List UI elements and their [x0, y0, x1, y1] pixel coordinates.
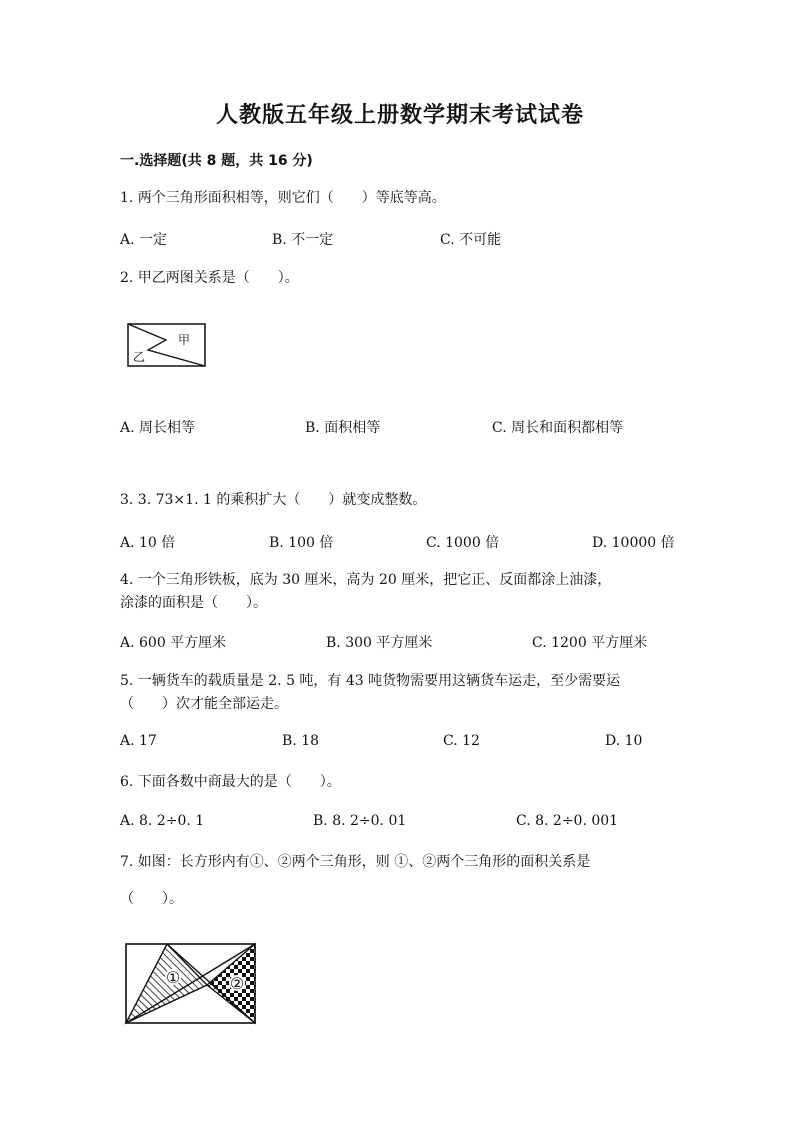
question-3-option-d[interactable]: D. 10000 倍	[592, 535, 675, 551]
page-title: 人教版五年级上册数学期末考试试卷	[215, 103, 584, 128]
question-3-option-a[interactable]: A. 10 倍	[120, 535, 176, 551]
question-1-option-c[interactable]: C. 不可能	[440, 232, 502, 248]
question-7-text-line-1: 7. 如图：长方形内有①、②两个三角形，则 ①、②两个三角形的面积关系是	[120, 854, 591, 870]
question-6-text: 6. 下面各数中商最大的是（ ）。	[120, 774, 341, 790]
question-3-option-b[interactable]: B. 100 倍	[269, 535, 334, 551]
label-jia: 甲	[178, 333, 191, 347]
question-2-option-c[interactable]: C. 周长和面积都相等	[492, 420, 624, 436]
question-4-option-c[interactable]: C. 1200 平方厘米	[532, 635, 648, 651]
question-6-option-a[interactable]: A. 8. 2÷0. 1	[120, 813, 205, 829]
section-heading: 一.选择题(共 8 题，共 16 分)	[120, 153, 313, 169]
question-3-text: 3. 3. 73×1. 1 的乘积扩大（ ）就变成整数。	[120, 492, 427, 508]
triangle-1-label: ①	[165, 968, 181, 987]
question-4-text-line-1: 4. 一个三角形铁板，底为 30 厘米，高为 20 厘米，把它正、反面都涂上油漆，	[120, 572, 612, 588]
question-2-option-a[interactable]: A. 周长相等	[120, 420, 196, 436]
question-5-option-c[interactable]: C. 12	[443, 733, 480, 749]
question-6-option-b[interactable]: B. 8. 2÷0. 01	[313, 813, 407, 829]
question-4-text-line-2: 涂漆的面积是（ ）。	[120, 595, 267, 611]
question-2-figure	[126, 322, 208, 370]
question-5-option-a[interactable]: A. 17	[120, 733, 157, 749]
question-4-option-b[interactable]: B. 300 平方厘米	[326, 635, 433, 651]
question-2-text: 2. 甲乙两图关系是（ ）。	[120, 270, 299, 286]
question-4-option-a[interactable]: A. 600 平方厘米	[120, 635, 227, 651]
question-1-text: 1. 两个三角形面积相等，则它们（ ）等底等高。	[120, 190, 446, 206]
question-1-option-b[interactable]: B. 不一定	[272, 232, 334, 248]
triangle-2-label: ②	[229, 974, 245, 993]
question-5-option-d[interactable]: D. 10	[605, 733, 643, 749]
question-5-option-b[interactable]: B. 18	[282, 733, 320, 749]
question-5-text-line-2: （ ）次才能全部运走。	[120, 696, 288, 712]
question-6-option-c[interactable]: C. 8. 2÷0. 001	[516, 813, 619, 829]
question-7-figure	[122, 941, 260, 1027]
label-yi: 乙	[133, 350, 146, 364]
question-1-option-a[interactable]: A. 一定	[120, 232, 168, 248]
question-3-option-c[interactable]: C. 1000 倍	[426, 535, 500, 551]
question-2-option-b[interactable]: B. 面积相等	[305, 420, 381, 436]
question-5-text-line-1: 5. 一辆货车的载质量是 2. 5 吨，有 43 吨货物需要用这辆货车运走，至少需要运	[120, 673, 621, 689]
question-7-text-line-2: （ ）。	[120, 891, 183, 907]
